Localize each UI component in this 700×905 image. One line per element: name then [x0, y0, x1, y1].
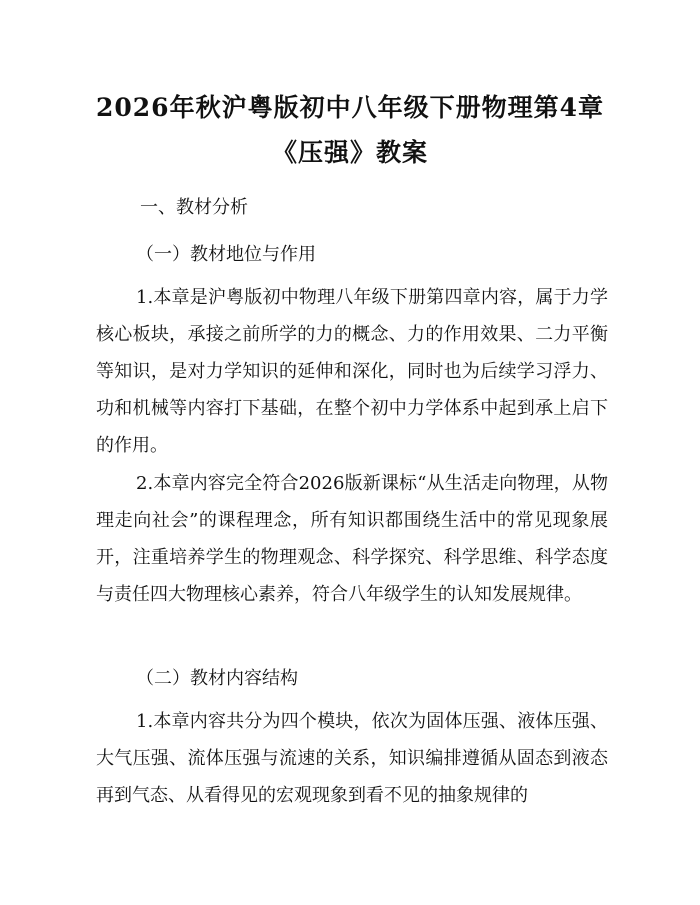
section-heading-textbook-analysis: 一、教材分析	[140, 197, 248, 218]
document-title-line1: 2026年秋沪粤版初中八年级下册物理第4章	[96, 93, 604, 122]
paragraph-2: 2.本章内容完全符合2026版新课标“从生活走向物理，从物理走向社会”的课程理念，所有知识都围绕生活中的常见现象展开，注重培养学生的物理观念、科学探究、科学思维、科学态度与责任四大物理核心素养，符合八年级学生的认知发展规律。	[96, 473, 608, 605]
document-title-line2: 《压强》教案	[271, 138, 428, 167]
subsection-heading-status-role: （一）教材地位与作用	[136, 244, 316, 265]
paragraph-1: 1.本章是沪粤版初中物理八年级下册第四章内容，属于力学核心板块，承接之前所学的力的概念、力的作用效果、二力平衡等知识，是对力学知识的延伸和深化，同时也为后续学习浮力、功和机械等内容打下基础，在整个初中力学体系中起到承上启下的作用。	[96, 287, 608, 456]
paragraph-3: 1.本章内容共分为四个模块，依次为固体压强、液体压强、大气压强、流体压强与流速的关系，知识编排遵循从固态到液态再到气态、从看得见的宏观现象到看不见的抽象规律的	[96, 711, 608, 806]
subsection-heading-content-structure: （二）教材内容结构	[136, 668, 298, 689]
